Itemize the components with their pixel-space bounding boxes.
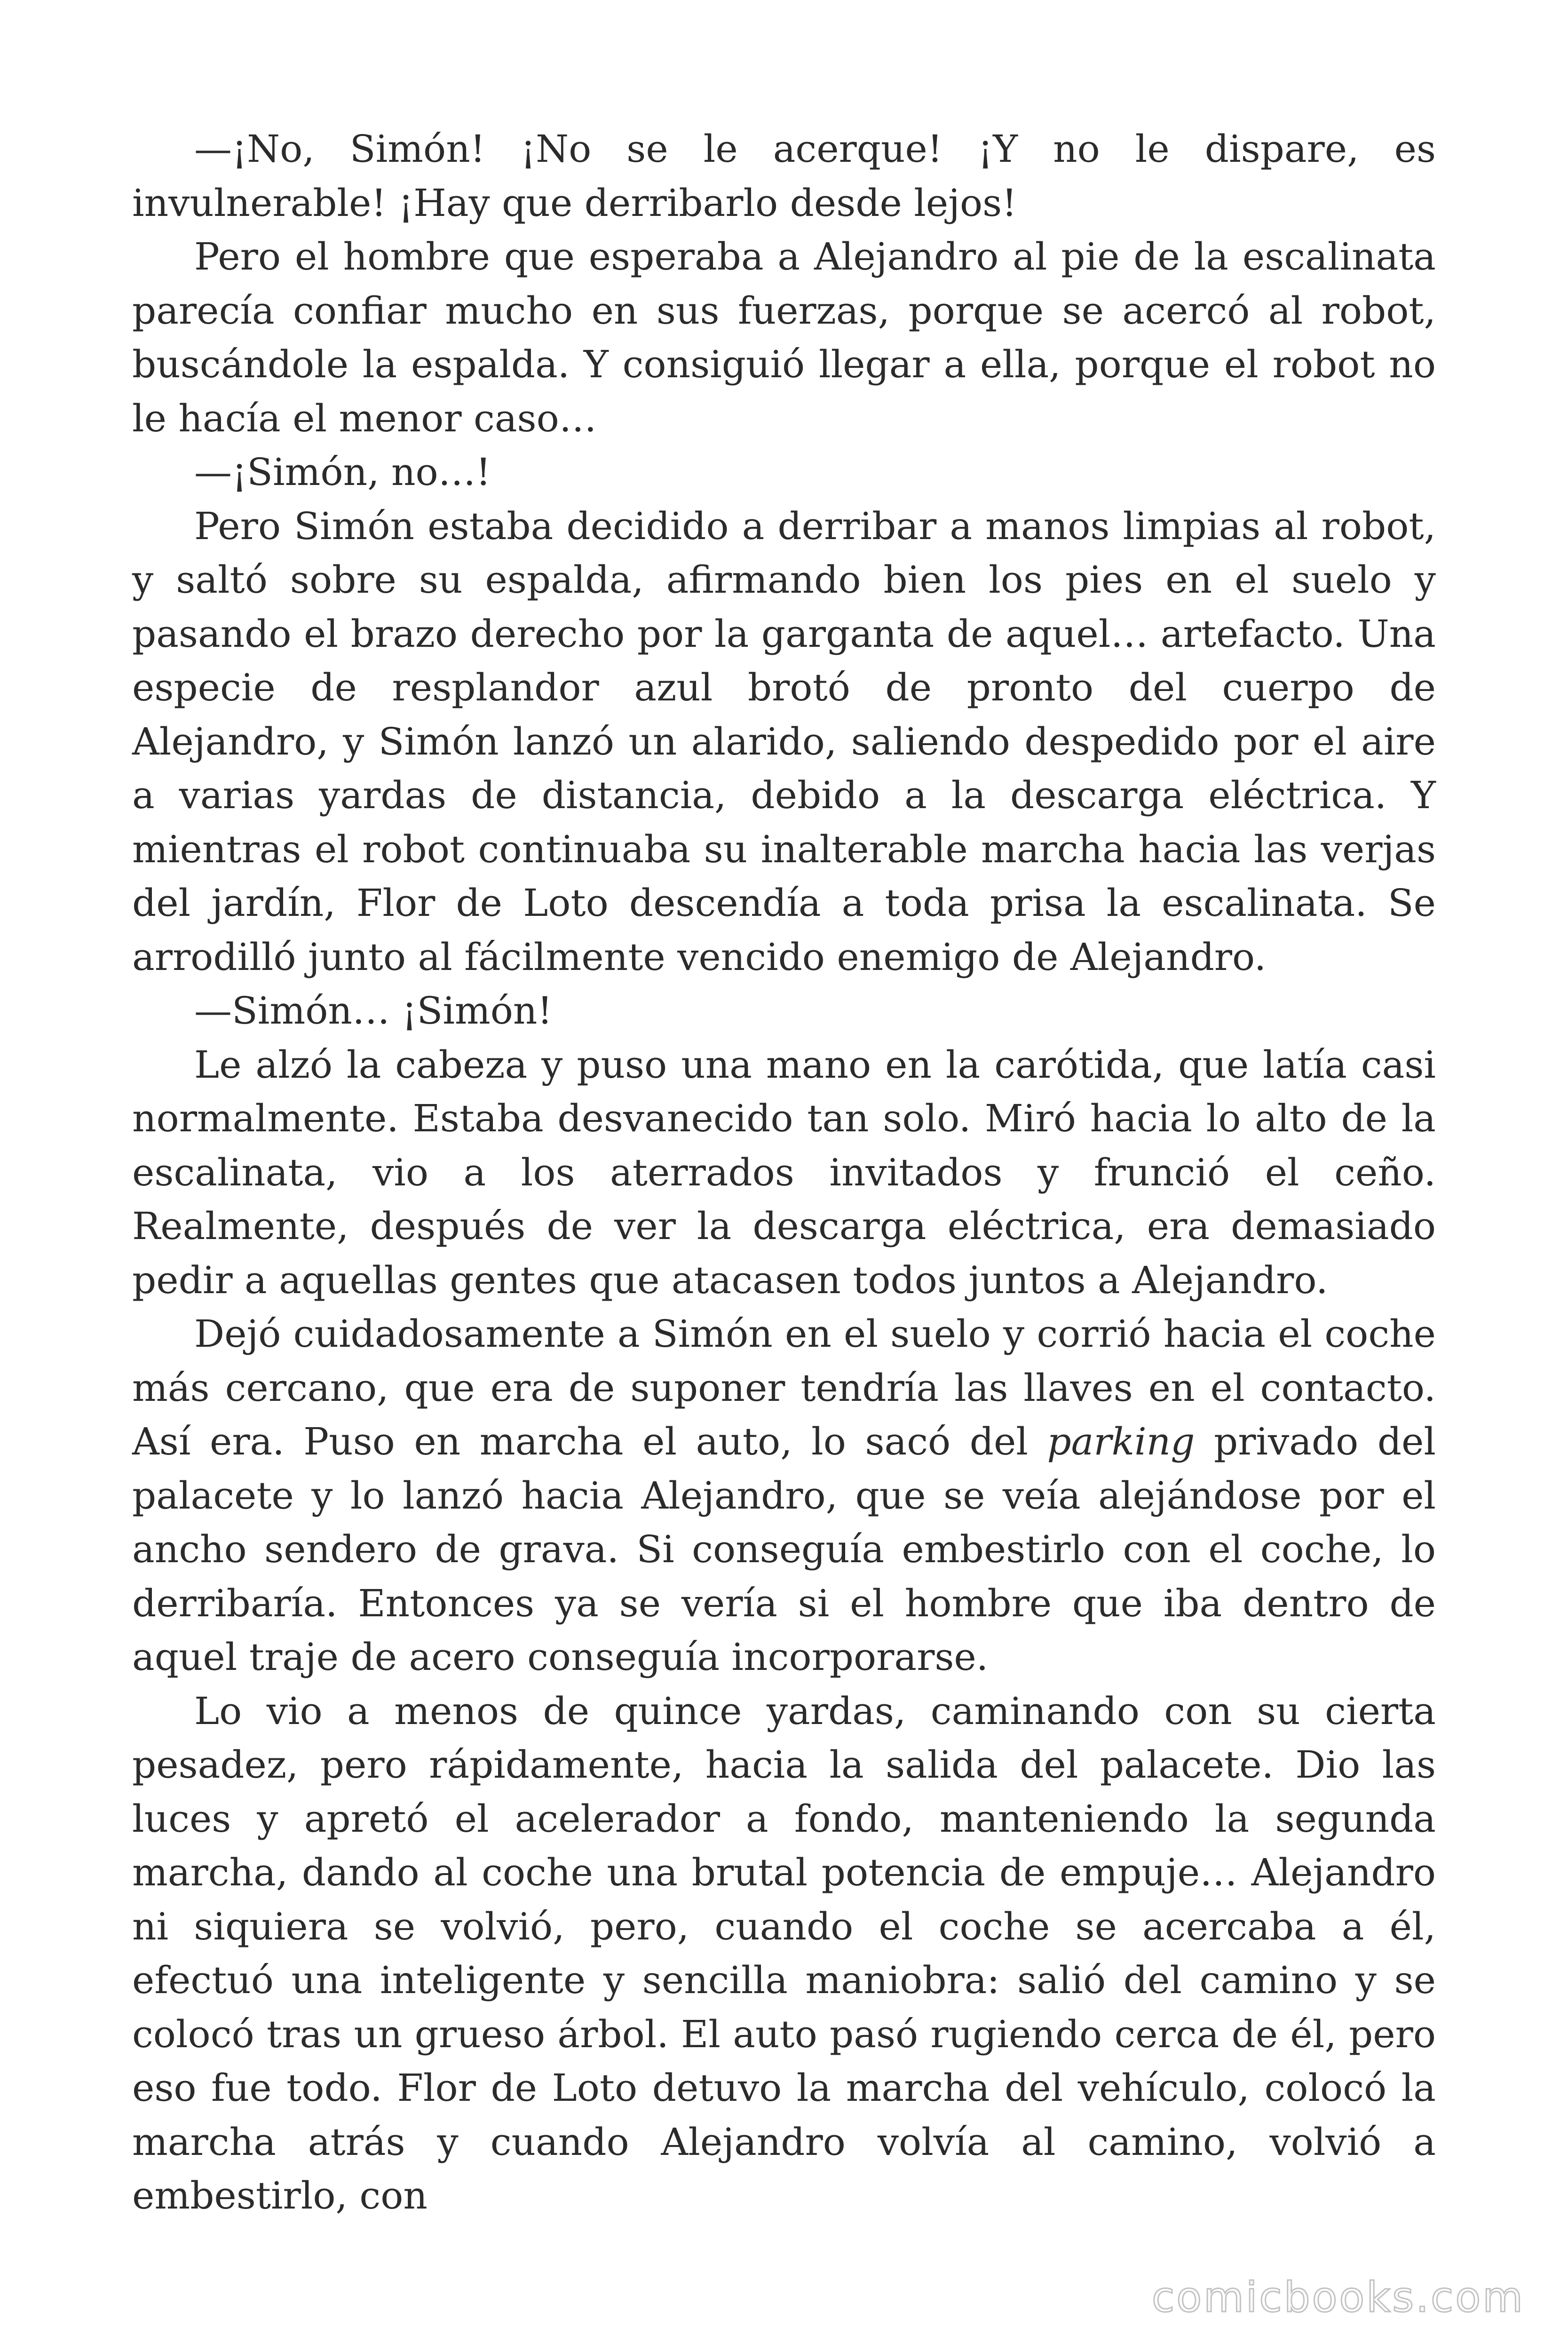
paragraph: —¡No, Simón! ¡No se le acerque! ¡Y no le dispare, es invulnerable! ¡Hay que derribarlo desde lejos! — [132, 127, 1436, 225]
italic-word: parking — [1047, 1420, 1195, 1463]
paragraph: Le alzó la cabeza y puso una mano en la carótida, que latía casi normalmente. Estaba desvanecido tan solo. Miró hacia lo alto de la escalinata, vio a los aterrados invitados y frunció el ceño. Realmente, después de ver la descarga eléctrica, era demasiado pedir a aquellas gentes que atacasen todos juntos a Alejandro. — [132, 1042, 1436, 1302]
paragraph — [132, 1307, 1436, 1685]
watermark: comicbooks.com — [1151, 2273, 1525, 2321]
paragraph: Lo vio a menos de quince yardas, caminando con su cierta pesadez, pero rápidamente, hacia la salida del palacete. Dio las luces y apretó el acelerador a fondo, manteniendo la segunda marcha, dando al coche una brutal potencia de empuje… Alejandro ni siquiera se volvió, pero, cuando el coche se acercaba a él, efectuó una inteligente y sencilla maniobra: salió del camino y se colocó tras un grueso árbol. El auto pasó rugiendo cerca de él, pero eso fue todo. Flor de Loto detuvo la marcha del vehículo, colocó la marcha atrás y cuando Alejandro volvía al camino, volvió a embestirlo, con — [132, 1689, 1436, 2217]
paragraph: Pero Simón estaba decidido a derribar a manos limpias al robot, y saltó sobre su espalda, afirmando bien los pies en el suelo y pasando el brazo derecho por la garganta de aquel… artefacto. Una especie de resplandor azul brotó de pronto del cuerpo de Alejandro, y Simón lanzó un alarido, saliendo despedido por el aire a varias yardas de distancia, debido a la descarga eléctrica. Y mientras el robot continuaba su inalterable marcha hacia las verjas del jardín, Flor de Loto descendía a toda prisa la escalinata. Se arrodilló junto al fácilmente vencido enemigo de Alejandro. — [132, 504, 1436, 979]
body-text — [132, 122, 1436, 2223]
paragraph: —¡Simón, no…! — [194, 450, 491, 494]
paragraph: —Simón… ¡Simón! — [194, 989, 553, 1033]
paragraph: Pero el hombre que esperaba a Alejandro al pie de la escalinata parecía confiar mucho en sus fuerzas, porque se acercó al robot, buscándole la espalda. Y consiguió llegar a ella, porque el robot no le hacía el menor caso… — [132, 235, 1436, 440]
paragraph-text: Dejó cuidadosamente a Simón en el suelo y corrió hacia el coche más cercano, que era de suponer tendría las llaves en el contacto. Así era. Puso en marcha el auto, lo sacó del — [132, 1312, 1436, 1463]
paragraph-text: privado del palacete y lo lanzó hacia Alejandro, que se veía alejándose por el ancho sendero de grava. Si conseguía embestirlo con el coche, lo derribaría. Entonces ya se vería si el hombre que iba dentro de aquel traje de acero conseguía incorporarse. — [132, 1420, 1436, 1679]
